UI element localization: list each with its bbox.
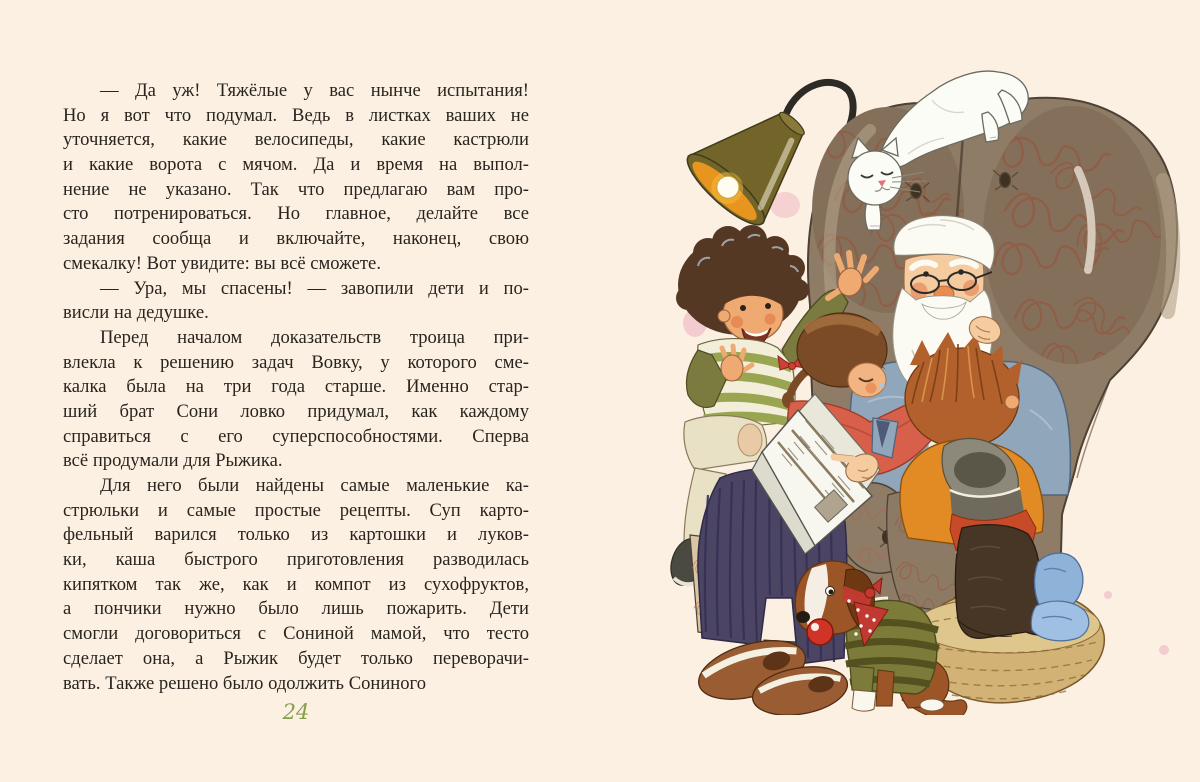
text-block bbox=[63, 79, 529, 696]
text-line: уточняется, какие велосипеды, какие кастрюли bbox=[63, 129, 529, 151]
text-line: Перед началом доказательств троица при- bbox=[100, 326, 529, 348]
text-line: влекла к решению задач Вовку, у которого сме- bbox=[63, 351, 529, 373]
text-line: ший брат Сони ловко придумал, как каждому bbox=[63, 400, 529, 422]
text-line: справиться с его суперспособностями. Сперва bbox=[63, 425, 529, 447]
text-line: а пончики нужно было лишь пожарить. Дети bbox=[63, 598, 529, 620]
illustration bbox=[640, 50, 1200, 715]
text-line: калка была на три года старше. Именно стар- bbox=[63, 376, 529, 398]
page-number: 24 bbox=[282, 700, 310, 724]
text-line: Для него были найдены самые маленькие ка- bbox=[100, 475, 529, 496]
lamp bbox=[679, 83, 829, 234]
right-page bbox=[600, 0, 1200, 782]
text-line: смекалку! Вот увидите: вы всё сможете. bbox=[63, 252, 381, 274]
text-line: ки, каша быстрого приготовления разводилась bbox=[63, 549, 529, 571]
blue-slippers bbox=[1031, 553, 1089, 641]
paragraph bbox=[63, 474, 529, 696]
paragraph bbox=[63, 79, 529, 277]
text-line: висли на дедушке. bbox=[63, 302, 209, 324]
text-line: всё продумали для Рыжика. bbox=[63, 450, 283, 472]
paragraph bbox=[63, 277, 529, 326]
text-line: фельный варился только из картошки и луков- bbox=[63, 524, 529, 546]
text-line: — Да уж! Тяжёлые у вас нынче испытания! bbox=[100, 80, 529, 101]
text-line: сделает она, а Рыжик будет только переворачи- bbox=[63, 647, 529, 669]
text-line: стрюльки и самые простые рецепты. Суп карто- bbox=[63, 499, 529, 521]
text-line: Но я вот что подумал. Ведь в листках ваших не bbox=[63, 104, 529, 126]
text-line: смогли договориться с Сониной мамой, что тесто bbox=[63, 623, 529, 645]
text-line: сто потренироваться. Но главное, делайте все bbox=[63, 203, 529, 225]
text-line: задания сообща и включайте, наконец, свою bbox=[63, 228, 529, 250]
red-ball bbox=[807, 619, 833, 645]
text-line: и какие ворота с мячом. Да и время на выпол- bbox=[63, 154, 529, 176]
text-line: кипятком так же, как и компот из сухофруктов, bbox=[63, 573, 529, 595]
text-line: — Ура, мы спасены! — завопили дети и по- bbox=[100, 277, 529, 299]
paragraph bbox=[63, 326, 529, 474]
text-line: нение не указано. Так что предлагаю вам про- bbox=[63, 178, 529, 200]
text-line: вать. Также решено было одолжить Сониного bbox=[63, 672, 426, 694]
